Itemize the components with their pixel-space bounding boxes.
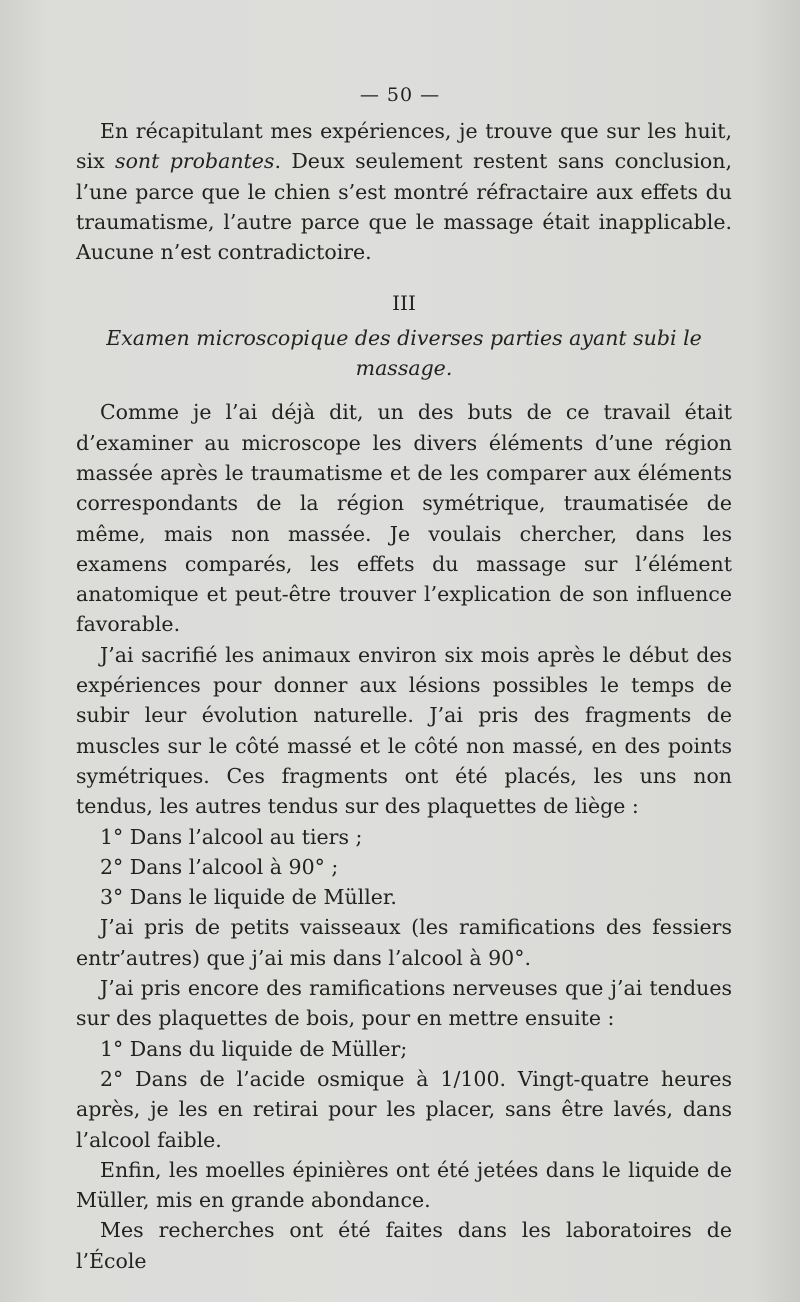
page-number: — 50 — [359,84,441,106]
paragraph: J’ai pris encore des ramifications nerveuses que j’ai tendues sur des plaquettes de bois, pour en mettre ensuite : [76,976,732,1031]
list-item: 2° Dans de l’acide osmique à 1/100. Vingt-quatre heures après, je les en retirai pour les placer, sans être lavés, dans l’alcool faible. [76,1066,732,1152]
list-item: 1° Dans l’alcool au tiers ; [100,824,363,849]
paragraph: J’ai sacrifié les animaux environ six mois après le début des expériences pour donner aux lésions possibles le temps de subir leur évolution naturelle. J’ai pris des fragments de muscles sur le côté massé et le côté non massé, en des points symétriques. Ces fragments ont été placés, les uns non tendus, les autres tendus sur des plaquettes de liège : [76,642,732,819]
paragraph-summary [76,116,732,267]
paragraph: Comme je l’ai déjà dit, un des buts de ce travail était d’examiner au microscope les divers éléments d’une région massée après le traumatisme et de les comparer aux éléments correspondants de la région symétrique, traumatisée de même, mais non massée. Je voulais chercher, dans les examens comparés, les effets du massage sur l’élément anatomique et peut-être trouver l’explication de son influence favorable. [76,400,732,637]
list-item: 3° Dans le liquide de Müller. [100,885,397,910]
section-number: III [392,291,416,316]
section-title: Examen microscopique des diverses parties ayant subi le massage. [106,325,702,381]
paragraph: J’ai pris de petits vaisseaux (les ramifications des fessiers entr’autres) que j’ai mis dans l’alcool à 90°. [76,915,732,970]
text-run: En récapitulant mes expériences, je trouve que sur les huit, six [76,119,732,174]
paragraph: Enfin, les moelles épinières ont été jetées dans le liquide de Müller, mis en grande abondance. [76,1157,732,1213]
list-item: 2° Dans l’alcool à 90° ; [100,854,339,879]
paragraph: Mes recherches ont été faites dans les laboratoires de l’École [76,1218,732,1273]
page-content [76,116,732,1276]
list-item: 1° Dans du liquide de Müller; [100,1036,408,1061]
emphasis-text: sont probantes [115,149,275,174]
text-run: . Deux seulement restent sans conclusion, l’une parce que le chien s’est montré réfractaire aux effets du traumatisme, l’autre parce que le massage était inapplicable. Aucune n’est contradictoire. [76,149,732,265]
